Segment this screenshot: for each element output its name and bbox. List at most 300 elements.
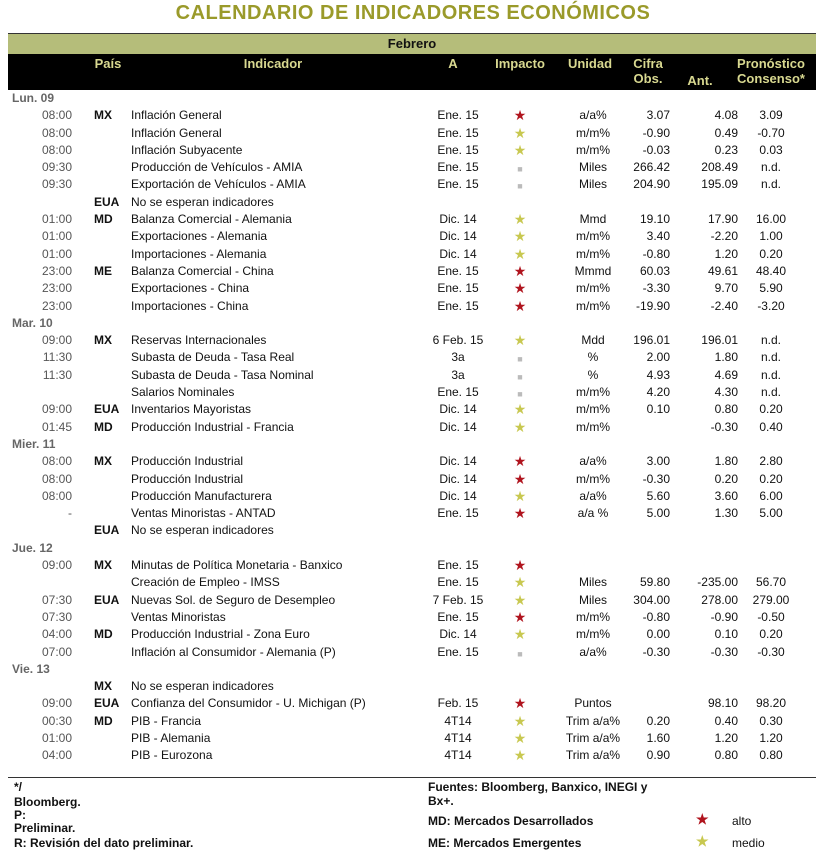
row-consensus: 1.20 [759, 730, 783, 745]
row-previous: 4.69 [714, 367, 738, 382]
row-time: 07:00 [41, 644, 72, 659]
table-row [8, 453, 816, 470]
row-consensus: n.d. [760, 385, 781, 400]
star-yellow-icon: ★ [513, 712, 527, 729]
row-observed: 5.00 [646, 506, 670, 521]
table-row [8, 678, 816, 695]
footer-me: ME: Mercados Emergentes [428, 836, 582, 850]
row-time: 11:30 [42, 350, 72, 365]
calendar-table [8, 33, 816, 765]
row-previous: 278.00 [701, 592, 738, 607]
footer-note-asterisk: */ [14, 780, 23, 794]
row-observed: -0.80 [642, 609, 670, 624]
row-time: 09:30 [41, 177, 72, 192]
row-consensus: 279.00 [752, 592, 790, 607]
row-indicator: No se esperan indicadores [131, 194, 274, 209]
row-unit: Miles [578, 575, 607, 590]
footer-md: MD: Mercados Desarrollados [428, 814, 594, 828]
row-time: 09:00 [41, 558, 72, 573]
row-impact [506, 176, 534, 195]
row-time: 11:30 [42, 367, 72, 382]
row-consensus: 3.09 [759, 108, 783, 123]
row-country: MX [94, 108, 112, 123]
table-row [8, 263, 816, 280]
row-impact [506, 332, 534, 349]
row-unit: m/m% [576, 298, 610, 313]
star-yellow-icon: ★ [513, 228, 527, 245]
table-row [8, 695, 816, 712]
row-consensus: 0.30 [759, 713, 783, 728]
row-indicator: Producción Industrial [131, 454, 244, 469]
header-unidad: Unidad [567, 56, 613, 71]
row-observed: -0.03 [642, 142, 670, 157]
table-row [8, 194, 816, 211]
row-unit: Miles [578, 592, 607, 607]
day-row [8, 315, 816, 332]
footer-note-bloomberg: Bloomberg. [14, 795, 81, 809]
row-period: Dic. 14 [439, 627, 477, 642]
row-time: 23:00 [41, 281, 72, 296]
star-yellow-icon: ★ [513, 332, 527, 349]
row-indicator: Exportación de Vehículos - AMIA [131, 177, 306, 192]
row-period: Ene. 15 [437, 108, 479, 123]
row-consensus: 16.00 [755, 212, 787, 227]
row-consensus: 1.00 [759, 229, 783, 244]
row-period: 3a [451, 367, 465, 382]
month-bar: Febrero [8, 33, 816, 54]
header-impacto: Impacto [495, 56, 545, 71]
row-period: Ene. 15 [437, 263, 479, 278]
row-consensus: n.d. [760, 333, 781, 348]
row-observed: 3.07 [646, 108, 670, 123]
legend-medio: medio [732, 836, 765, 850]
day-label: Jue. 12 [12, 540, 53, 555]
row-country: EUA [94, 592, 120, 607]
row-indicator: Subasta de Deuda - Tasa Real [131, 350, 295, 365]
header-pais: País [94, 56, 122, 71]
page-title: CALENDARIO DE INDICADORES ECONÓMICOS [175, 2, 651, 24]
row-previous: 3.60 [714, 488, 738, 503]
row-previous: 1.80 [714, 454, 738, 469]
star-red-icon: ★ [513, 453, 527, 470]
row-time: 08:00 [41, 108, 72, 123]
row-previous: 0.80 [714, 402, 738, 417]
row-period: Dic. 14 [439, 471, 477, 486]
row-previous: 0.10 [714, 627, 738, 642]
row-consensus: 5.00 [759, 506, 783, 521]
row-consensus: 98.20 [755, 696, 787, 711]
row-country: MX [94, 454, 112, 469]
row-impact [506, 730, 534, 747]
row-period: 4T14 [444, 730, 472, 745]
row-consensus: n.d. [760, 367, 781, 382]
row-country: MD [94, 713, 113, 728]
row-time: 09:30 [41, 160, 72, 175]
row-time: 09:00 [41, 696, 72, 711]
row-previous: 4.30 [714, 385, 738, 400]
row-consensus: -0.50 [757, 609, 785, 624]
row-indicator: No se esperan indicadores [131, 523, 274, 538]
row-indicator: Ventas Minoristas [131, 609, 226, 624]
row-previous: 0.49 [714, 125, 738, 140]
row-indicator: Nuevas Sol. de Seguro de Desempleo [131, 592, 336, 607]
row-period: Ene. 15 [437, 298, 479, 313]
row-period: 4T14 [444, 713, 472, 728]
day-row [8, 436, 816, 453]
row-unit: m/m% [576, 419, 610, 434]
row-consensus: 6.00 [759, 488, 783, 503]
row-unit: Trim a/a% [565, 730, 621, 745]
row-consensus: 0.03 [759, 142, 783, 157]
row-time: 01:00 [41, 246, 72, 261]
table-row [8, 349, 816, 366]
table-header [8, 54, 816, 90]
row-unit: Trim a/a% [565, 748, 621, 763]
row-indicator: Producción Manufacturera [131, 488, 272, 503]
row-impact [506, 747, 534, 764]
table-row [8, 107, 816, 124]
row-impact [506, 644, 534, 663]
row-consensus: -0.30 [757, 644, 785, 659]
star-red-icon: ★ [513, 505, 527, 522]
table-row [8, 557, 816, 574]
square-gray-icon: ■ [517, 389, 523, 400]
star-yellow-icon: ★ [513, 211, 527, 228]
table-row [8, 246, 816, 263]
header-cifra-line1: Cifra [633, 56, 663, 71]
row-indicator: Producción Industrial [131, 471, 244, 486]
square-gray-icon: ■ [517, 164, 523, 175]
footer-note-preliminar: Preliminar. [14, 821, 76, 835]
row-unit: m/m% [576, 471, 610, 486]
row-indicator: Producción Industrial - Francia [131, 419, 294, 434]
row-previous: -2.20 [710, 229, 738, 244]
header-cifra-line2: Obs. [633, 71, 663, 86]
row-indicator: Balanza Comercial - Alemania [131, 212, 292, 227]
header-pronostico-line2: Consenso* [737, 71, 805, 86]
row-country: EUA [94, 402, 120, 417]
row-consensus: 5.90 [759, 281, 783, 296]
star-red-icon: ★ [513, 262, 527, 279]
star-yellow-icon: ★ [513, 124, 527, 141]
star-yellow-icon: ★ [513, 747, 527, 764]
row-period: 4T14 [444, 748, 472, 763]
row-indicator: Importaciones - China [131, 298, 249, 313]
table-row [8, 730, 816, 747]
row-impact [506, 471, 534, 488]
row-period: Ene. 15 [437, 142, 479, 157]
row-observed: 60.03 [639, 263, 670, 278]
row-period: 6 Feb. 15 [432, 333, 484, 348]
row-observed: 1.60 [646, 730, 670, 745]
row-unit: m/m% [576, 402, 610, 417]
row-observed: 4.93 [646, 367, 670, 382]
table-row [8, 747, 816, 764]
day-row [8, 661, 816, 678]
row-observed: -0.80 [642, 246, 670, 261]
row-impact [506, 280, 534, 297]
row-unit: Mmmd [574, 263, 612, 278]
row-indicator: PIB - Alemania [131, 730, 211, 745]
footer-fuentes: Fuentes: Bloomberg, Banxico, INEGI y [428, 780, 648, 794]
row-period: Ene. 15 [437, 125, 479, 140]
day-row [8, 90, 816, 107]
row-country: MX [94, 679, 112, 694]
row-impact [506, 557, 534, 574]
star-yellow-icon: ★ [696, 833, 709, 849]
row-time: 09:00 [41, 333, 72, 348]
star-yellow-icon: ★ [513, 141, 527, 158]
table-body [8, 90, 816, 765]
row-time: 00:30 [41, 713, 72, 728]
row-observed: 0.10 [646, 402, 670, 417]
row-time: 07:30 [41, 609, 72, 624]
row-unit: a/a% [579, 108, 607, 123]
row-period: Dic. 14 [439, 402, 477, 417]
row-impact [506, 505, 534, 522]
row-indicator: Inventarios Mayoristas [131, 402, 252, 417]
row-impact [506, 574, 534, 591]
row-period: Dic. 14 [439, 212, 477, 227]
row-unit: % [587, 350, 599, 365]
table-row [8, 280, 816, 297]
square-gray-icon: ■ [517, 371, 523, 382]
row-impact [506, 142, 534, 159]
row-country: MX [94, 333, 112, 348]
row-time: 09:00 [41, 402, 72, 417]
row-consensus: -3.20 [757, 298, 785, 313]
row-impact [506, 107, 534, 124]
row-unit: Miles [578, 177, 607, 192]
row-indicator: Reservas Internacionales [131, 333, 267, 348]
header-indicador: Indicador [243, 56, 303, 71]
row-observed: -19.90 [635, 298, 670, 313]
header-pronostico [730, 56, 812, 86]
table-row [8, 298, 816, 315]
row-impact [506, 626, 534, 643]
star-yellow-icon: ★ [513, 418, 527, 435]
row-previous: -0.30 [710, 419, 738, 434]
row-period: Dic. 14 [439, 488, 477, 503]
row-time: 01:00 [41, 229, 72, 244]
header-ant: Ant. [687, 73, 713, 88]
row-indicator: Exportaciones - Alemania [131, 229, 268, 244]
row-time: 08:00 [41, 488, 72, 503]
row-indicator: Exportaciones - China [131, 281, 250, 296]
row-unit: m/m% [576, 627, 610, 642]
row-indicator: Salarios Nominales [131, 385, 235, 400]
row-consensus: 0.20 [759, 402, 783, 417]
table-row [8, 125, 816, 142]
row-impact [506, 488, 534, 505]
row-period: Ene. 15 [437, 558, 479, 573]
day-label: Mar. 10 [12, 315, 53, 330]
row-time: 08:00 [41, 142, 72, 157]
day-label: Mier. 11 [12, 436, 56, 451]
table-row [8, 713, 816, 730]
row-country: EUA [94, 194, 120, 209]
legend-alto: alto [732, 814, 752, 828]
row-unit: m/m% [576, 385, 610, 400]
row-unit: m/m% [576, 125, 610, 140]
row-country: MD [94, 212, 113, 227]
row-impact [506, 453, 534, 470]
row-previous: 1.80 [714, 350, 738, 365]
row-impact [506, 419, 534, 436]
row-observed: 0.00 [646, 627, 670, 642]
row-time: 01:00 [41, 730, 72, 745]
row-previous: 98.10 [707, 696, 738, 711]
row-country: MX [94, 558, 112, 573]
row-observed: 4.20 [646, 385, 670, 400]
row-period: Ene. 15 [437, 644, 479, 659]
row-unit: a/a % [577, 506, 609, 521]
row-period: Dic. 14 [439, 419, 477, 434]
table-row [8, 522, 816, 539]
row-observed: 266.42 [633, 160, 670, 175]
footer [8, 777, 816, 850]
table-row [8, 367, 816, 384]
day-label: Lun. 09 [12, 91, 55, 105]
table-row [8, 176, 816, 193]
row-unit: Puntos [574, 696, 612, 711]
star-red-icon: ★ [513, 107, 527, 124]
day-label: Vie. 13 [12, 661, 50, 676]
row-time: 07:30 [41, 592, 72, 607]
row-unit: m/m% [576, 142, 610, 157]
star-yellow-icon: ★ [513, 626, 527, 643]
row-period: Ene. 15 [437, 506, 479, 521]
square-gray-icon: ■ [517, 181, 523, 192]
row-previous: 1.20 [714, 730, 738, 745]
row-unit: Miles [578, 160, 607, 175]
row-impact [506, 401, 534, 418]
row-previous: 49.61 [707, 263, 738, 278]
row-previous: 1.30 [714, 506, 738, 521]
row-time: - [68, 506, 72, 521]
row-indicator: Inflación General [131, 108, 222, 123]
row-impact [506, 125, 534, 142]
star-red-icon: ★ [513, 695, 527, 712]
row-unit: m/m% [576, 609, 610, 624]
row-previous: 9.70 [714, 281, 738, 296]
row-time: 08:00 [41, 471, 72, 486]
row-period: Ene. 15 [437, 281, 479, 296]
day-row [8, 540, 816, 557]
row-consensus: 0.20 [759, 246, 783, 261]
row-indicator: Producción Industrial - Zona Euro [131, 627, 310, 642]
row-previous: 0.40 [714, 713, 738, 728]
row-time: 04:00 [41, 748, 72, 763]
table-row [8, 574, 816, 591]
row-impact [506, 349, 534, 368]
row-previous: 0.20 [714, 471, 738, 486]
row-observed: 204.90 [633, 177, 670, 192]
star-red-icon: ★ [513, 470, 527, 487]
row-unit: a/a% [579, 644, 607, 659]
row-unit: Mdd [581, 333, 605, 348]
star-yellow-icon: ★ [513, 245, 527, 262]
row-time: 08:00 [41, 125, 72, 140]
row-observed: 3.40 [646, 229, 670, 244]
row-observed: 0.20 [646, 713, 670, 728]
row-period: Dic. 14 [439, 246, 477, 261]
header-pronostico-line1: Pronóstico [737, 56, 805, 71]
row-indicator: Minutas de Política Monetaria - Banxico [131, 558, 343, 573]
row-impact [506, 592, 534, 609]
row-period: Ene. 15 [437, 385, 479, 400]
row-impact [506, 159, 534, 178]
table-row [8, 419, 816, 436]
row-time: 01:00 [41, 212, 72, 227]
star-yellow-icon: ★ [513, 401, 527, 418]
row-unit: Trim a/a% [565, 713, 621, 728]
row-unit: Mmd [579, 212, 607, 227]
row-consensus: 56.70 [755, 575, 787, 590]
row-observed: -0.90 [642, 125, 670, 140]
row-consensus: 0.80 [759, 748, 783, 763]
row-indicator: Producción de Vehículos - AMIA [131, 160, 303, 175]
row-impact [506, 713, 534, 730]
row-unit: % [587, 367, 599, 382]
header-cifra [623, 56, 673, 86]
row-time: 01:45 [41, 419, 72, 434]
row-consensus: n.d. [760, 160, 781, 175]
row-consensus: 0.40 [759, 419, 783, 434]
row-observed: 2.00 [646, 350, 670, 365]
row-indicator: No se esperan indicadores [131, 679, 274, 694]
table-row [8, 488, 816, 505]
row-period: Ene. 15 [437, 177, 479, 192]
row-observed: 5.60 [646, 488, 670, 503]
row-impact [506, 211, 534, 228]
row-indicator: Inflación Subyacente [131, 142, 243, 157]
row-impact [506, 384, 534, 403]
row-indicator: Creación de Empleo - IMSS [131, 575, 280, 590]
row-previous: -235.00 [697, 575, 738, 590]
table-row [8, 332, 816, 349]
star-red-icon: ★ [513, 608, 527, 625]
row-country: MD [94, 627, 113, 642]
row-time: 08:00 [41, 454, 72, 469]
row-observed: -3.30 [642, 281, 670, 296]
row-impact [506, 367, 534, 386]
row-indicator: PIB - Eurozona [131, 748, 213, 763]
row-previous: 0.23 [714, 142, 738, 157]
row-period: Dic. 14 [439, 229, 477, 244]
row-indicator: Importaciones - Alemania [131, 246, 267, 261]
footer-note-p: P: [14, 808, 26, 822]
square-gray-icon: ■ [517, 648, 523, 659]
row-observed: 19.10 [639, 212, 670, 227]
row-observed: 304.00 [633, 592, 670, 607]
table-row [8, 384, 816, 401]
row-consensus: 0.20 [759, 471, 783, 486]
star-yellow-icon: ★ [513, 574, 527, 591]
row-period: 7 Feb. 15 [432, 592, 484, 607]
table-row [8, 401, 816, 418]
table-row [8, 626, 816, 643]
table-row [8, 159, 816, 176]
row-period: Dic. 14 [439, 454, 477, 469]
row-observed: 3.00 [646, 454, 670, 469]
row-impact [506, 298, 534, 315]
row-indicator: Balanza Comercial - China [131, 263, 274, 278]
row-impact [506, 609, 534, 626]
row-previous: 208.49 [701, 160, 738, 175]
square-gray-icon: ■ [517, 354, 523, 365]
row-period: Ene. 15 [437, 609, 479, 624]
